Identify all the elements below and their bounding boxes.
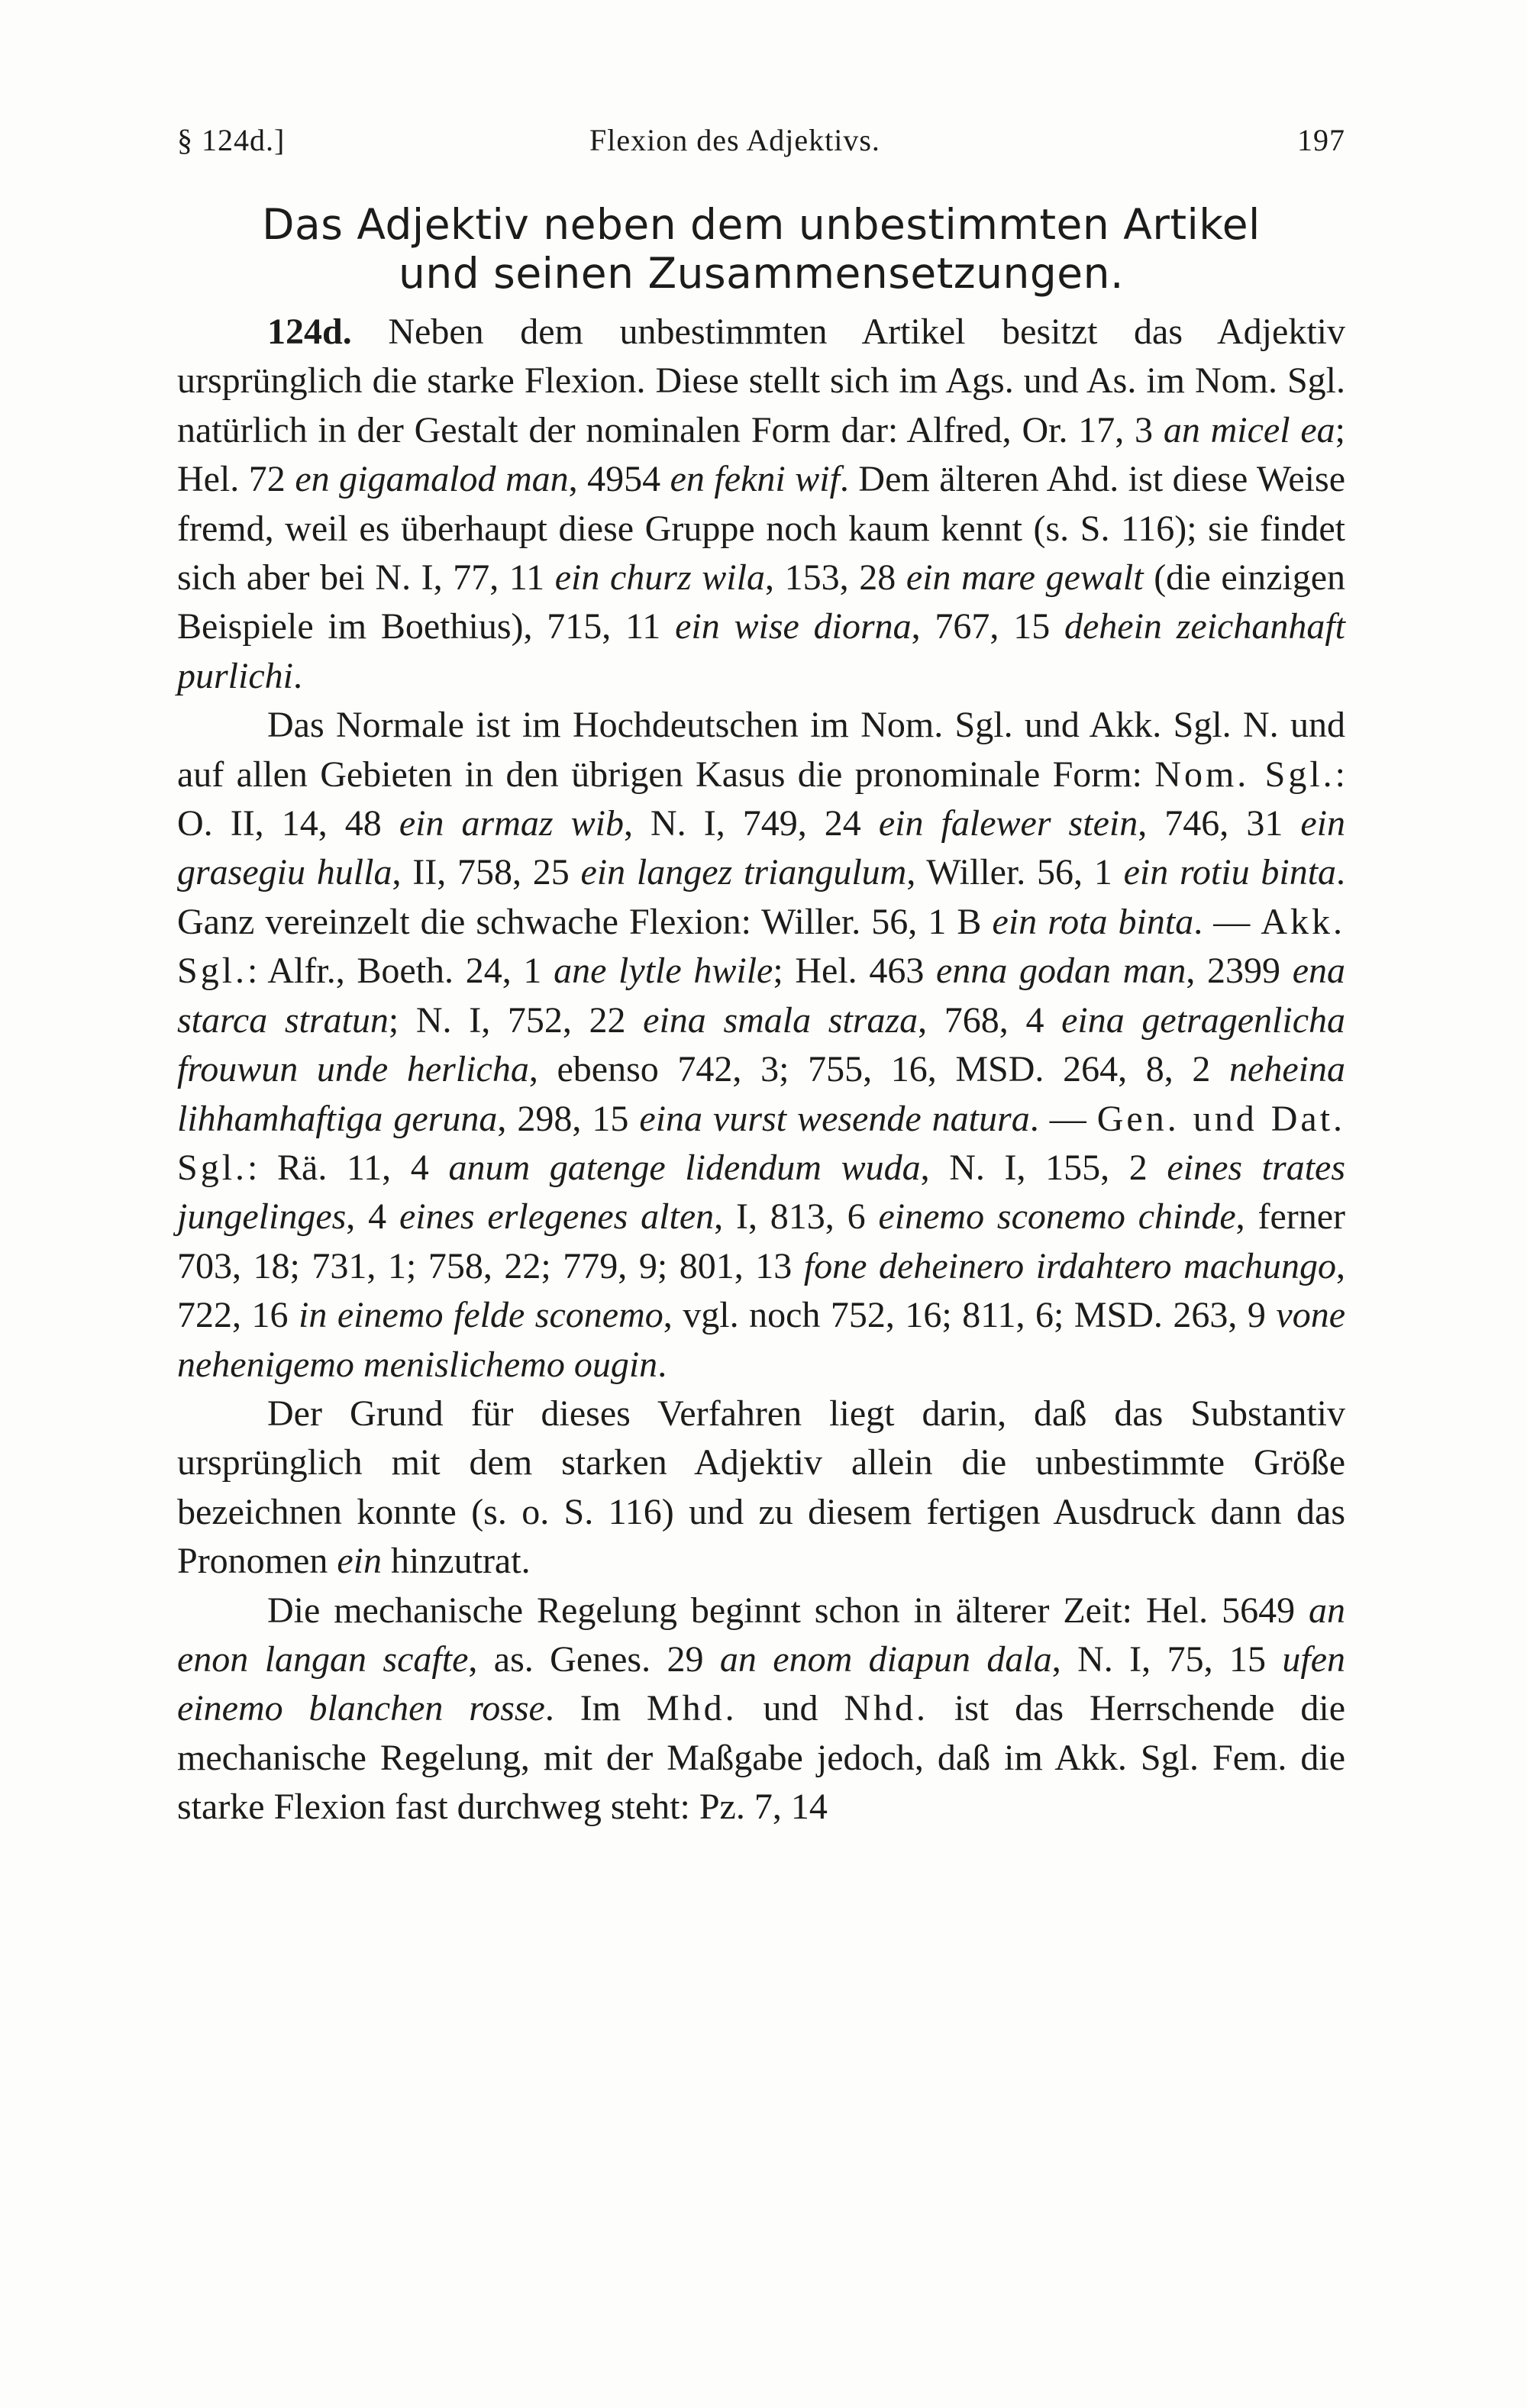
case-label: Akk. Sgl. <box>177 901 1346 992</box>
text: , I, 813, 6 <box>714 1196 879 1238</box>
example: ein falewer stein <box>878 803 1138 844</box>
example: en gigamalod man <box>295 459 569 500</box>
example: anum gatenge lidendum wuda <box>448 1147 921 1188</box>
example: ein wise diorna <box>675 606 912 647</box>
language-label: Mhd. <box>646 1688 738 1729</box>
example: ein <box>337 1541 382 1582</box>
example: eines trates jungelinges <box>177 1147 1346 1238</box>
example: vone nehenigemo menislichemo ougin <box>177 1295 1346 1385</box>
heading-line-1: Das Adjektiv neben dem unbestimmten Artikel <box>262 200 1261 249</box>
example: eina smala straza <box>643 999 918 1041</box>
paragraph-2 <box>177 701 1345 1390</box>
text: , II, 758, 25 <box>392 852 581 893</box>
example: ane lytle hwile <box>554 951 773 992</box>
text: . <box>293 655 302 696</box>
example: an enom diapun dala <box>719 1638 1052 1680</box>
heading-line-2: und seinen Zusammensetzungen. <box>399 249 1124 298</box>
text: , ebenso 742, 3; 755, 16, MSD. 264, 8, 2 <box>528 1049 1230 1090</box>
text: , Willer. 56, 1 <box>906 852 1124 893</box>
example: ufen einemo blanchen rosse <box>177 1638 1345 1729</box>
text: (die einzigen Beispiele im Boethius), 715, 11 <box>177 557 1346 647</box>
text: Das Normale ist im Hochdeutschen im Nom. Sgl. und Akk. Sgl. N. und auf allen Gebieten in den übrigen Kasus die pronominale Form: <box>177 705 1345 795</box>
text: , vgl. noch 752, 16; 811, 6; MSD. 263, 9 <box>663 1295 1277 1336</box>
example: an micel ea <box>1163 409 1335 450</box>
text: , 767, 15 <box>911 606 1064 647</box>
text: , 746, 31 <box>1138 803 1301 844</box>
example: en fekni wif <box>670 459 840 500</box>
section-heading <box>177 200 1345 298</box>
text: : O. II, 14, 48 <box>177 754 1345 844</box>
text: , as. Genes. 29 <box>468 1638 720 1680</box>
example: ein mare gewalt <box>906 557 1144 599</box>
example: ein langez triangulum <box>580 852 907 893</box>
example: einemo sconemo chinde <box>878 1196 1236 1238</box>
example: dehein zeichanhaft purlichi <box>177 606 1346 696</box>
text: Die mechanische Regelung beginnt schon in älterer Zeit: Hel. 5649 <box>267 1590 1309 1631</box>
example: an enon langan scafte <box>177 1590 1345 1680</box>
text: . Dem älteren Ahd. ist diese Weise fremd, weil es überhaupt diese Gruppe noch kaum kennt (s. S. 116); sie findet sich aber bei N. I, 77, 11 <box>177 459 1345 599</box>
text: , N. I, 155, 2 <box>920 1147 1167 1188</box>
example: eines erlegenes alten <box>399 1196 715 1238</box>
text: Der Grund für dieses Verfahren liegt darin, daß das Substantiv ursprünglich mit dem starken Adjektiv allein die unbestimmte Größe bezeichnen konnte (s. o. S. 116) und zu diesem fertigen Ausdruck dann das Pronomen <box>177 1393 1345 1582</box>
section-number: 124d. <box>267 311 352 352</box>
example: ein armaz wib <box>399 803 624 844</box>
example: eina vurst wesende natura <box>639 1098 1030 1139</box>
text: ist das Herrschende die mechanische Regelung, mit der Maßgabe jedoch, daß im Akk. Sgl. Fem. die starke Flexion fast durchweg steht: Pz. 7, 14 <box>177 1688 1345 1828</box>
text: , N. I, 75, 15 <box>1051 1638 1283 1680</box>
example: ein churz wila <box>554 557 765 599</box>
text: . Im <box>544 1688 647 1729</box>
language-label: Nhd. <box>844 1688 929 1729</box>
text: , 4 <box>346 1196 399 1238</box>
paragraph-3 <box>177 1390 1345 1587</box>
example: neheina lihhamhaftiga geruna <box>177 1049 1345 1139</box>
text: . <box>657 1344 667 1385</box>
example: ein rotiu binta <box>1123 852 1337 893</box>
running-header <box>177 122 1345 168</box>
paragraph-4 <box>177 1587 1345 1832</box>
page-number: 197 <box>1297 123 1345 157</box>
example: ein grasegiu hulla <box>177 803 1346 893</box>
text: , 4954 <box>568 459 670 500</box>
text: , 722, 16 <box>177 1245 1346 1336</box>
text: : Rä. 11, 4 <box>247 1147 449 1188</box>
case-label: Nom. Sgl. <box>1154 754 1335 795</box>
text: : Alfr., Boeth. 24, 1 <box>247 951 554 992</box>
text: Neben dem unbestimmten Artikel besitzt das Adjektiv ursprünglich die starke Flexion. Diese stellt sich im Ags. und As. im Nom. Sgl. natürlich in der Gestalt der nominalen Form dar: Alfred, Or. 17, 3 <box>177 311 1345 450</box>
text: , N. I, 749, 24 <box>623 803 879 844</box>
header-section: § 124d.] <box>177 123 286 157</box>
case-label: Gen. und Dat. Sgl. <box>177 1098 1346 1188</box>
text: ; N. I, 752, 22 <box>388 999 644 1041</box>
body-text <box>177 308 1345 1832</box>
text: . — <box>1193 901 1261 942</box>
text: und <box>737 1688 844 1729</box>
text: , ferner 703, 18; 731, 1; 758, 22; 779, 9; 801, 13 <box>177 1196 1346 1286</box>
text: ; Hel. 463 <box>773 951 937 992</box>
text: . Ganz vereinzelt die schwache Flexion: Willer. 56, 1 B <box>177 852 1346 942</box>
text: , 298, 15 <box>497 1098 640 1139</box>
example: fone deheinero irdahtero machungo <box>803 1245 1337 1286</box>
example: ena starca stratun <box>177 951 1346 1041</box>
example: ein rota binta <box>992 901 1194 942</box>
example: enna godan man <box>936 951 1186 992</box>
example: in einemo felde sconemo <box>299 1295 663 1336</box>
text: , 2399 <box>1186 951 1293 992</box>
text: . — <box>1029 1098 1097 1139</box>
text: , 768, 4 <box>918 999 1062 1041</box>
text: , 153, 28 <box>764 557 906 599</box>
paragraph-1 <box>177 308 1345 701</box>
header-title: Flexion des Adjektivs. <box>589 123 880 157</box>
text: hinzutrat. <box>381 1541 531 1582</box>
example: eina getragenlicha frouwun unde herlicha <box>177 999 1346 1090</box>
text: ; Hel. 72 <box>177 409 1345 500</box>
